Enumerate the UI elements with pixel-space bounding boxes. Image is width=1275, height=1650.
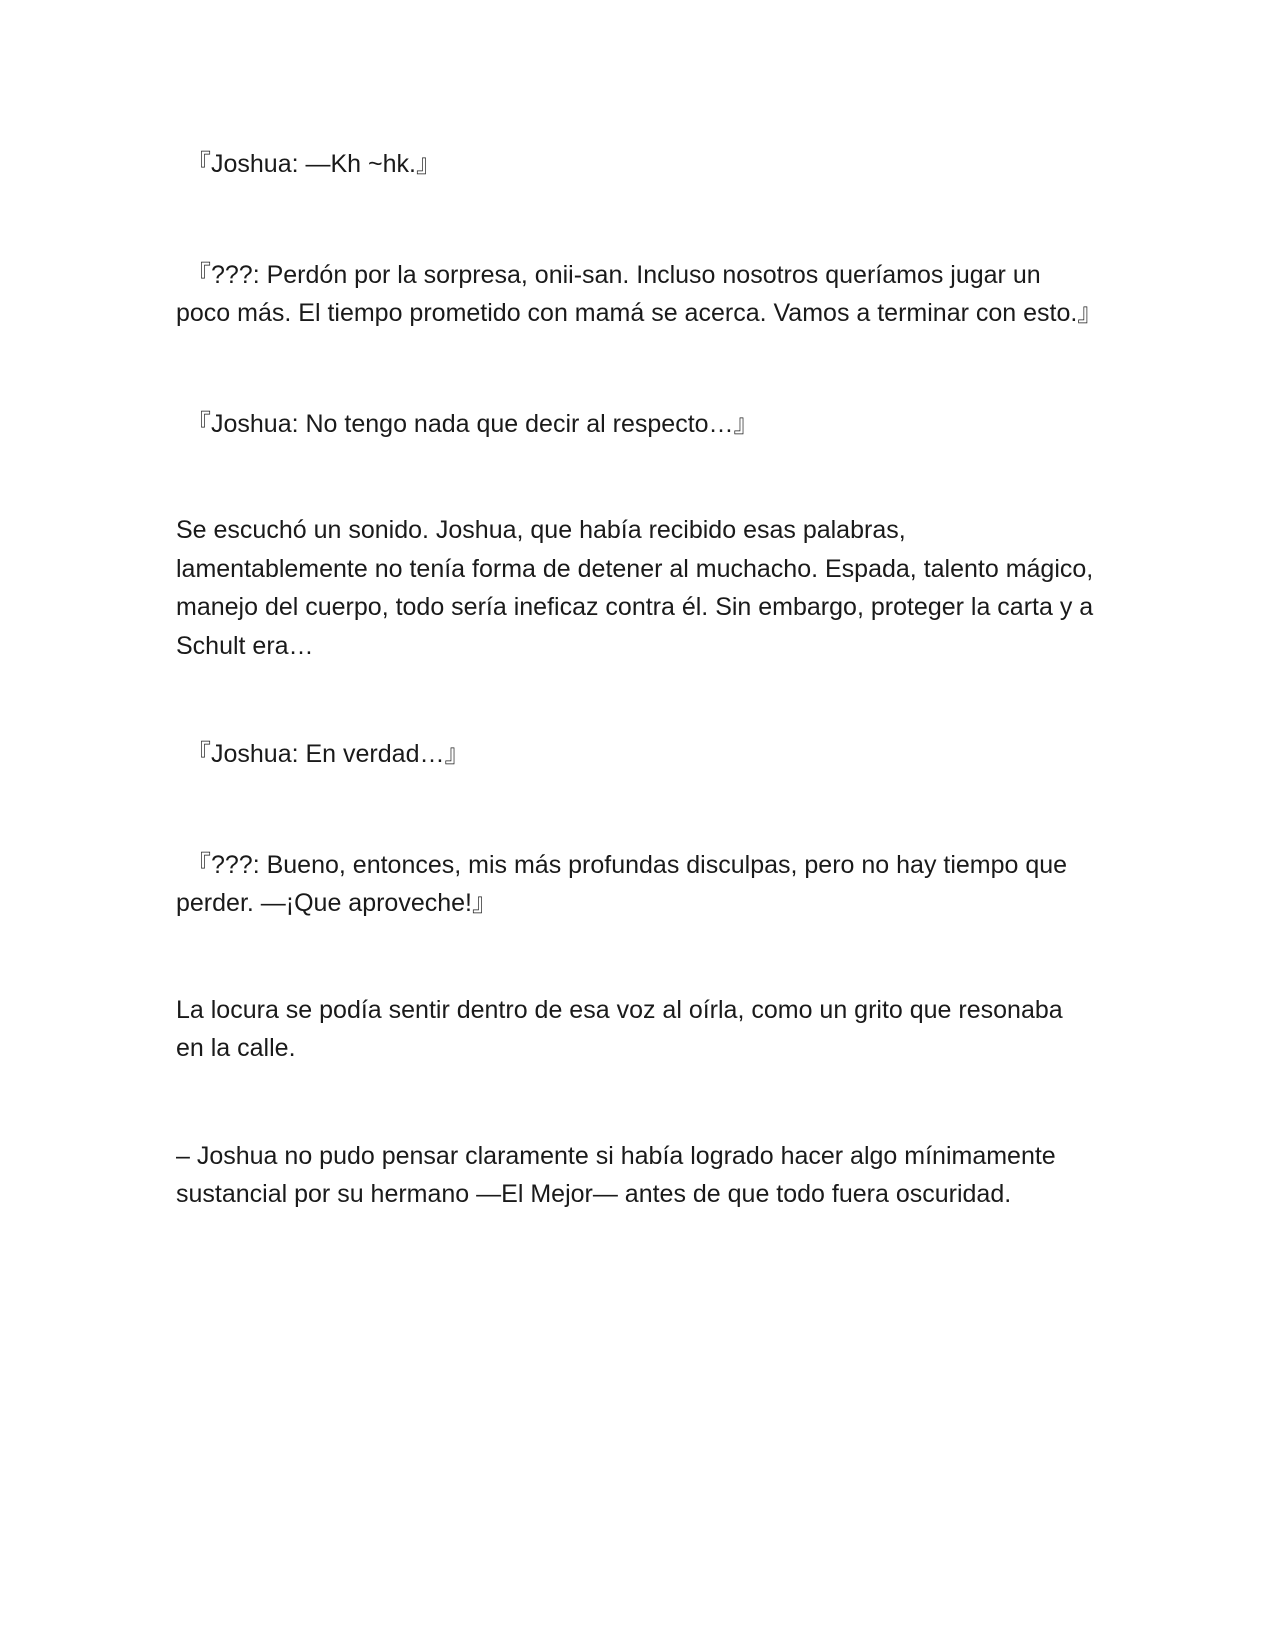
dialogue-unknown-1: 『???: Perdón por la sorpresa, onii-san. Incluso nosotros queríamos jugar un poco más. El tiempo prometido con mamá se acerca. Vamos a terminar con esto.』 [176, 260, 1103, 327]
dialogue-joshua-1: 『Joshua: —Kh ~hk.』 [186, 150, 441, 178]
dialogue-joshua-2: 『Joshua: No tengo nada que decir al respecto…』 [186, 409, 759, 438]
narration-paragraph-2: La locura se podía sentir dentro de esa voz al oírla, como un grito que resonaba en la calle. [176, 995, 1063, 1062]
text-body [176, 145, 1103, 1214]
dialogue-joshua-3: 『Joshua: En verdad…』 [186, 740, 470, 768]
narration-paragraph-1: Se escuchó un sonido. Joshua, que había recibido esas palabras, lamentablemente no tenía forma de detener al muchacho. Espada, talento mágico, manejo del cuerpo, todo sería ineficaz contra él. Sin embargo, proteger la carta y a Schult era… [176, 516, 1094, 660]
narration-paragraph-3: – Joshua no pudo pensar claramente si había logrado hacer algo mínimamente sustancial por su hermano —El Mejor— antes de que todo fuera oscuridad. [176, 1141, 1056, 1208]
dialogue-unknown-2: 『???: Bueno, entonces, mis más profundas disculpas, pero no hay tiempo que perder. —¡Que aproveche!』 [176, 850, 1068, 917]
